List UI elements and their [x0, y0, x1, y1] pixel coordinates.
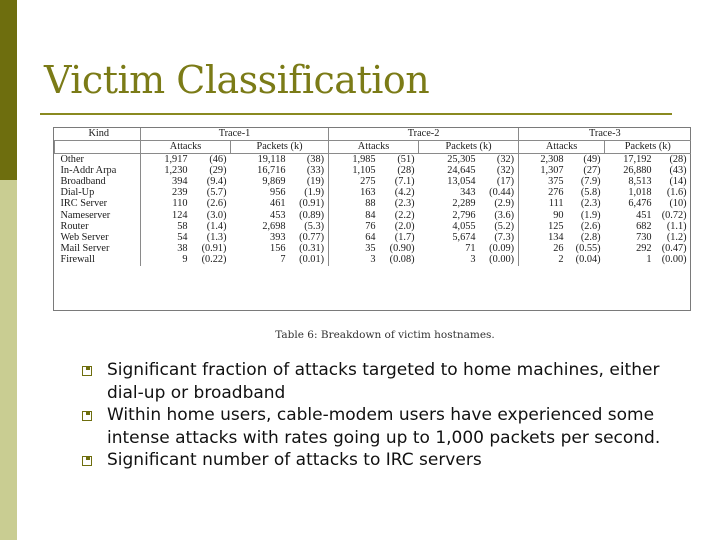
- kind-cell: Nameserver: [60, 209, 111, 221]
- attacks-pct-cell: (2.3): [580, 198, 601, 210]
- attacks-value-cell: 163: [329, 188, 379, 199]
- packets-pct-cell: (1.6): [666, 187, 687, 199]
- packets-value-cell: 451: [636, 209, 652, 221]
- attacks-pct-cell: (0.55): [575, 243, 601, 255]
- packets-pct-cell: (0.09): [489, 243, 515, 255]
- victim-table-figure: [53, 127, 691, 311]
- bullet-square-icon: [82, 411, 92, 421]
- attacks-pct-cell: (0.08): [389, 254, 415, 266]
- attacks-pct-cell: (51): [397, 153, 415, 165]
- packets-pct-cell: (0.00): [489, 254, 515, 266]
- packets-value-cell: 9,869: [262, 175, 286, 187]
- packets-value-cell: 2,289: [452, 198, 476, 210]
- attacks-value-cell: 394: [141, 176, 191, 187]
- packets-pct-cell: (17): [496, 175, 515, 187]
- attacks-pct-cell: (2.6): [206, 198, 227, 210]
- packets-header: Packets (k): [419, 141, 519, 154]
- packets-pct-cell: (1.9): [304, 187, 325, 199]
- trace-header: Trace-3: [519, 128, 691, 141]
- table-row: [55, 232, 691, 243]
- left-accent-bar-light: [0, 180, 17, 540]
- table-row: [55, 154, 691, 166]
- packets-value-cell: 461: [270, 198, 286, 210]
- packets-value-cell: 71: [465, 243, 476, 255]
- table-row: [55, 199, 691, 210]
- packets-value-cell: 19,118: [257, 153, 286, 165]
- packets-value-cell: 25,305: [447, 153, 476, 165]
- bullet-list: [86, 359, 696, 472]
- attacks-value-cell: 1,105: [329, 165, 379, 176]
- attacks-pct-cell: (9.4): [206, 175, 227, 187]
- table-caption: Table 6: Breakdown of victim hostnames.: [275, 329, 495, 341]
- packets-pct-cell: (0.91): [299, 198, 325, 210]
- packets-pct-cell: (2.9): [494, 198, 515, 210]
- table-row: [55, 221, 691, 232]
- attacks-header: Attacks: [329, 141, 419, 154]
- packets-pct-cell: (5.2): [494, 220, 515, 232]
- attacks-value-cell: 54: [141, 232, 191, 243]
- attacks-value-cell: 9: [141, 255, 191, 266]
- attacks-pct-cell: (0.04): [575, 254, 601, 266]
- packets-value-cell: 16,716: [257, 164, 286, 176]
- attacks-value-cell: 2: [519, 255, 567, 266]
- attacks-pct-cell: (1.7): [394, 231, 415, 243]
- attacks-value-cell: 2,308: [519, 154, 567, 166]
- bullet-item: Significant fraction of attacks targeted to home machines, either dial-up or broadband: [86, 359, 696, 404]
- attacks-value-cell: 276: [519, 188, 567, 199]
- table-row: [55, 210, 691, 221]
- attacks-value-cell: 3: [329, 255, 379, 266]
- attacks-value-cell: 38: [141, 244, 191, 255]
- attacks-pct-cell: (1.4): [206, 220, 227, 232]
- bullet-item: Within home users, cable-modem users have experienced some intense attacks with rates going up to 1,000 packets per second.: [86, 404, 696, 449]
- attacks-value-cell: 84: [329, 210, 379, 221]
- attacks-value-cell: 64: [329, 232, 379, 243]
- packets-pct-cell: (32): [496, 164, 515, 176]
- packets-value-cell: 2,698: [262, 220, 286, 232]
- attacks-value-cell: 35: [329, 244, 379, 255]
- attacks-pct-cell: (2.0): [394, 220, 415, 232]
- bullet-square-icon: [82, 456, 92, 466]
- attacks-pct-cell: (49): [583, 153, 601, 165]
- table-row: [55, 244, 691, 255]
- kind-cell: Mail Server: [60, 243, 110, 255]
- attacks-value-cell: 1,985: [329, 154, 379, 166]
- packets-pct-cell: (0.44): [489, 187, 515, 199]
- packets-pct-cell: (0.00): [661, 254, 687, 266]
- packets-value-cell: 343: [460, 187, 476, 199]
- attacks-value-cell: 275: [329, 176, 379, 187]
- attacks-header: Attacks: [519, 141, 605, 154]
- packets-value-cell: 5,674: [452, 231, 476, 243]
- attacks-value-cell: 76: [329, 221, 379, 232]
- packets-value-cell: 13,054: [447, 175, 476, 187]
- packets-value-cell: 682: [636, 220, 652, 232]
- packets-value-cell: 393: [270, 231, 286, 243]
- attacks-pct-cell: (28): [397, 164, 415, 176]
- packets-pct-cell: (5.3): [304, 220, 325, 232]
- attacks-value-cell: 111: [519, 199, 567, 210]
- packets-pct-cell: (19): [306, 175, 325, 187]
- attacks-value-cell: 110: [141, 199, 191, 210]
- attacks-value-cell: 1,230: [141, 165, 191, 176]
- bullet-square-icon: [82, 366, 92, 376]
- attacks-value-cell: 124: [141, 210, 191, 221]
- attacks-pct-cell: (7.1): [394, 175, 415, 187]
- victim-table: [54, 128, 691, 266]
- attacks-value-cell: 88: [329, 199, 379, 210]
- packets-pct-cell: (0.47): [661, 243, 687, 255]
- kind-cell: IRC Server: [60, 198, 108, 210]
- bullet-item: Significant number of attacks to IRC servers: [86, 449, 696, 472]
- attacks-pct-cell: (0.90): [389, 243, 415, 255]
- packets-value-cell: 2,796: [452, 209, 476, 221]
- title-underline: [40, 113, 672, 115]
- table-row: [55, 176, 691, 187]
- packets-value-cell: 3: [470, 254, 476, 266]
- attacks-pct-cell: (5.7): [206, 187, 227, 199]
- attacks-pct-cell: (2.6): [580, 220, 601, 232]
- trace-header: Trace-1: [141, 128, 329, 141]
- kind-cell: Router: [60, 220, 89, 232]
- packets-pct-cell: (7.3): [494, 231, 515, 243]
- kind-cell: Web Server: [60, 231, 109, 243]
- packets-value-cell: 17,192: [623, 153, 652, 165]
- attacks-pct-cell: (0.91): [201, 243, 227, 255]
- packets-header: Packets (k): [605, 141, 691, 154]
- packets-value-cell: 8,513: [628, 175, 652, 187]
- packets-pct-cell: (33): [306, 164, 325, 176]
- attacks-value-cell: 239: [141, 188, 191, 199]
- left-accent-bar-dark: [0, 0, 17, 180]
- packets-pct-cell: (3.6): [494, 209, 515, 221]
- packets-value-cell: 26,880: [623, 164, 652, 176]
- packets-value-cell: 292: [636, 243, 652, 255]
- packets-pct-cell: (1.1): [666, 220, 687, 232]
- packets-value-cell: 730: [636, 231, 652, 243]
- packets-pct-cell: (0.01): [299, 254, 325, 266]
- kind-cell: In-Addr Arpa: [60, 164, 117, 176]
- packets-pct-cell: (14): [669, 175, 687, 187]
- packets-value-cell: 956: [270, 187, 286, 199]
- attacks-pct-cell: (2.3): [394, 198, 415, 210]
- packets-header: Packets (k): [231, 141, 329, 154]
- table-row: [55, 165, 691, 176]
- packets-pct-cell: (0.89): [299, 209, 325, 221]
- slide-title: Victim Classification: [44, 58, 430, 102]
- packets-pct-cell: (43): [669, 164, 687, 176]
- attacks-pct-cell: (7.9): [580, 175, 601, 187]
- attacks-pct-cell: (5.8): [580, 187, 601, 199]
- packets-pct-cell: (28): [669, 153, 687, 165]
- attacks-pct-cell: (46): [209, 153, 227, 165]
- packets-pct-cell: (0.72): [661, 209, 687, 221]
- packets-pct-cell: (10): [669, 198, 687, 210]
- table-row: [55, 188, 691, 199]
- kind-cell: Dial-Up: [60, 187, 95, 199]
- packets-pct-cell: (38): [306, 153, 325, 165]
- packets-value-cell: 1: [646, 254, 652, 266]
- attacks-value-cell: 26: [519, 244, 567, 255]
- attacks-pct-cell: (1.9): [580, 209, 601, 221]
- attacks-pct-cell: (4.2): [394, 187, 415, 199]
- packets-pct-cell: (0.77): [299, 231, 325, 243]
- packets-value-cell: 4,055: [452, 220, 476, 232]
- kind-subheader-empty: [55, 141, 141, 154]
- attacks-value-cell: 58: [141, 221, 191, 232]
- table-row: [55, 255, 691, 266]
- trace-header: Trace-2: [329, 128, 519, 141]
- packets-value-cell: 453: [270, 209, 286, 221]
- packets-pct-cell: (1.2): [666, 231, 687, 243]
- kind-cell: Firewall: [60, 254, 95, 266]
- attacks-value-cell: 375: [519, 176, 567, 187]
- kind-header: Kind: [55, 128, 141, 141]
- attacks-value-cell: 134: [519, 232, 567, 243]
- attacks-value-cell: 90: [519, 210, 567, 221]
- attacks-pct-cell: (0.22): [201, 254, 227, 266]
- attacks-pct-cell: (29): [209, 164, 227, 176]
- packets-pct-cell: (32): [496, 153, 515, 165]
- packets-value-cell: 24,645: [447, 164, 476, 176]
- kind-cell: Other: [60, 153, 84, 165]
- packets-value-cell: 156: [270, 243, 286, 255]
- packets-value-cell: 1,018: [628, 187, 652, 199]
- attacks-value-cell: 1,307: [519, 165, 567, 176]
- attacks-pct-cell: (1.3): [206, 231, 227, 243]
- packets-pct-cell: (0.31): [299, 243, 325, 255]
- attacks-pct-cell: (3.0): [206, 209, 227, 221]
- attacks-value-cell: 125: [519, 221, 567, 232]
- attacks-header: Attacks: [141, 141, 231, 154]
- packets-value-cell: 6,476: [628, 198, 652, 210]
- kind-cell: Broadband: [60, 175, 106, 187]
- attacks-pct-cell: (2.2): [394, 209, 415, 221]
- attacks-value-cell: 1,917: [141, 154, 191, 166]
- packets-value-cell: 7: [280, 254, 286, 266]
- attacks-pct-cell: (2.8): [580, 231, 601, 243]
- attacks-pct-cell: (27): [583, 164, 601, 176]
